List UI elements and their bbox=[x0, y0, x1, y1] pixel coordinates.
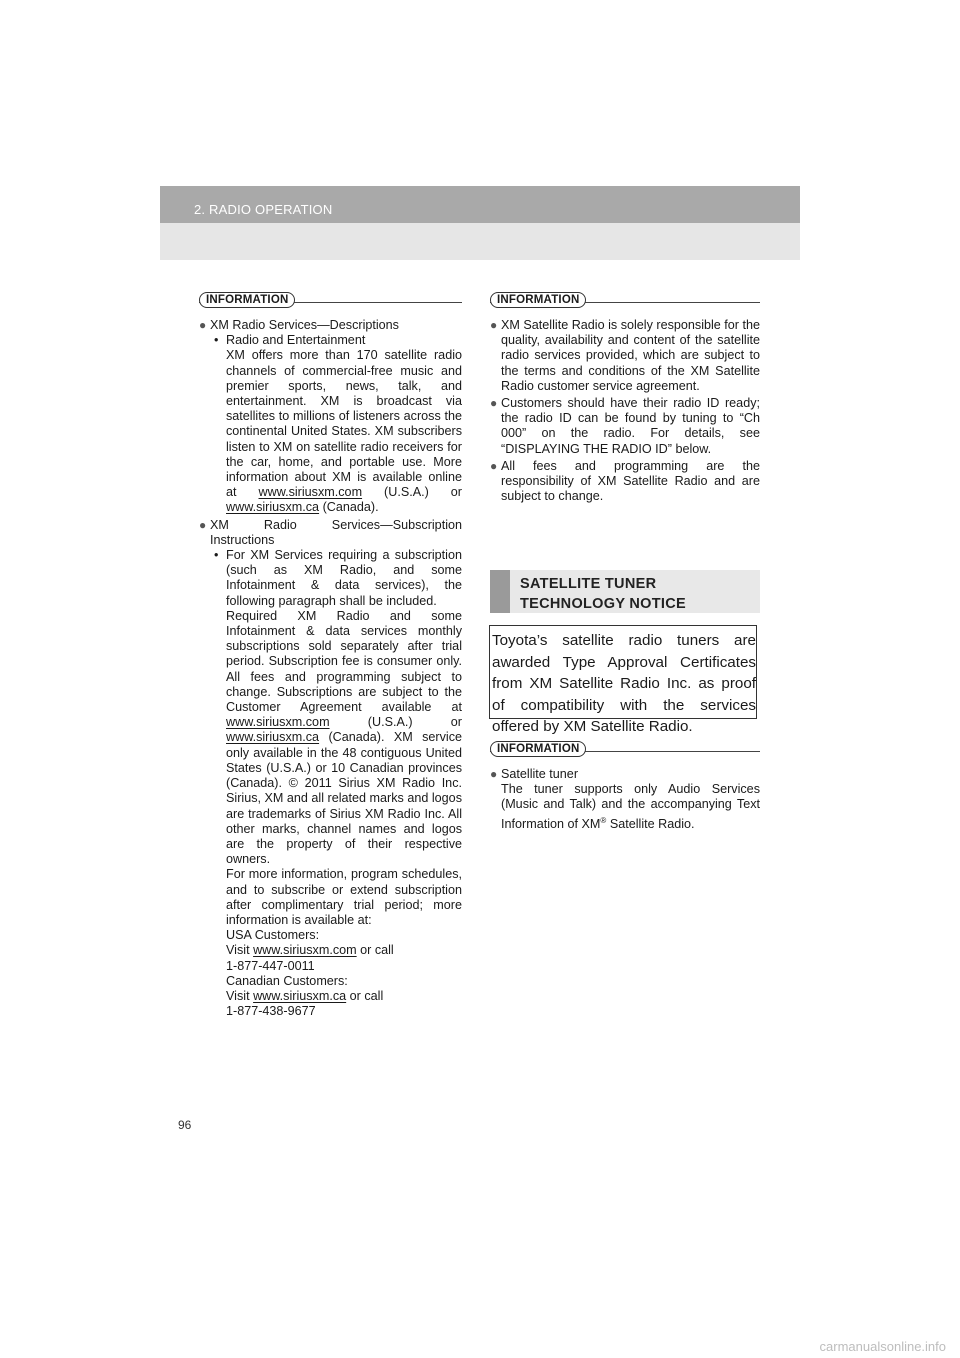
page-number: 96 bbox=[178, 1118, 192, 1132]
visit-text: Visit bbox=[226, 943, 250, 958]
right-column-lower bbox=[490, 741, 760, 832]
fees-text: All fees and programming are the responsibility of XM Satellite Radio and are subject to change. bbox=[501, 458, 760, 504]
bullet-title: XM Radio Services—Descriptions bbox=[210, 318, 399, 332]
bullet-responsibility bbox=[490, 318, 760, 394]
information-header bbox=[490, 292, 760, 316]
sub-bullet-icon: • bbox=[214, 333, 219, 348]
or-call-text: or call bbox=[349, 988, 384, 1003]
bullet-fees bbox=[490, 459, 760, 505]
bullet-radio-id bbox=[490, 396, 760, 457]
subscription-text-2: (U.S.A.) or bbox=[367, 715, 462, 730]
sub-bullet-icon: • bbox=[214, 548, 219, 563]
bullet-circle-icon: ● bbox=[490, 458, 498, 473]
section-heading-bar bbox=[490, 570, 510, 613]
notice-box bbox=[489, 625, 757, 735]
section-header-subband bbox=[160, 223, 800, 260]
right-column bbox=[490, 292, 760, 504]
canada-visit-line bbox=[226, 989, 462, 1004]
descriptions-text-1: XM offers more than 170 satellite radio channels of commercial-free music and premier sports, news, talk, and entertainment. XM is broadcast via satellites to millions of listeners across the continental United States. XM subscribers listen to XM on satellite radio receivers for the car, home, and portable use. More information about XM is available online at bbox=[226, 348, 462, 500]
link-siriusxm-ca[interactable]: www.siriusxm.ca bbox=[253, 988, 347, 1003]
bullet-circle-icon: ● bbox=[490, 767, 498, 781]
bullet-title: XM Radio Services—Subscription Instructions bbox=[210, 517, 462, 547]
bullet-circle-icon: ● bbox=[199, 318, 207, 332]
responsibility-text: XM Satellite Radio is solely responsible for the quality, availability and content of the satellite radio services provided, which are subject to the terms and conditions of the XM Satellite Radio customer service agreement. bbox=[501, 318, 760, 393]
subscription-text-3: (Canada). XM service only available in the 48 contiguous United States (U.S.A.) or 10 Canadian provinces (Canada). © 2011 Sirius XM Radio Inc. Sirius, XM and all related marks and logos are trademarks of Sirius XM Radio Inc. All other marks, channel names and logos are the property of their respective owners. bbox=[226, 730, 463, 867]
usa-customers-label: USA Customers: bbox=[226, 928, 320, 943]
canada-phone: 1-877-438-9677 bbox=[226, 1004, 316, 1019]
usa-phone: 1-877-447-0011 bbox=[226, 958, 315, 973]
link-siriusxm-ca[interactable]: www.siriusxm.ca bbox=[226, 730, 320, 745]
section-title: 2. RADIO OPERATION bbox=[194, 202, 333, 217]
link-siriusxm-ca[interactable]: www.siriusxm.ca bbox=[226, 500, 320, 515]
information-tag: INFORMATION bbox=[490, 292, 586, 308]
subscription-text bbox=[226, 609, 462, 867]
visit-text: Visit bbox=[226, 988, 250, 1003]
section-header-band bbox=[160, 186, 800, 223]
section-heading-title: SATELLITE TUNER TECHNOLOGY NOTICE bbox=[520, 576, 686, 612]
bullet-circle-icon: ● bbox=[199, 517, 207, 532]
bullet-circle-icon: ● bbox=[490, 318, 498, 332]
radio-id-text: Customers should have their radio ID ready; the radio ID can be found by tuning to “Ch 000” on the radio. For details, see “DISPLAYING THE RADIO ID” below. bbox=[501, 396, 760, 456]
canada-customers-label: Canadian Customers: bbox=[226, 973, 348, 988]
bullet-circle-icon: ● bbox=[490, 396, 498, 411]
satellite-tuner-text-1: The tuner supports only Audio Services (Music and Talk) and the accompanying Text Information of XM bbox=[501, 782, 760, 831]
information-tag: INFORMATION bbox=[199, 292, 295, 308]
descriptions-text-2: (U.S.A.) or bbox=[384, 485, 463, 500]
descriptions-text bbox=[226, 348, 462, 515]
left-column bbox=[199, 292, 462, 1019]
sub-item-title: Radio and Entertainment bbox=[226, 333, 366, 348]
usa-visit-line bbox=[226, 943, 462, 958]
information-tag: INFORMATION bbox=[490, 741, 586, 757]
subscription-intro: For XM Services requiring a subscription (such as XM Radio, and some Infotainment & data services), the following paragraph shall be included. bbox=[226, 548, 462, 608]
bullet-satellite-tuner bbox=[490, 767, 760, 832]
descriptions-text-3: (Canada). bbox=[322, 500, 379, 515]
sub-item-subscription bbox=[210, 548, 462, 1019]
notice-text: Toyota’s satellite radio tuners are awarded Type Approval Certificates from XM Satellite Radio Inc. as proof of compatibility with the services offered by XM Satellite Radio. bbox=[492, 632, 756, 735]
more-info-text: For more information, program schedules, and to subscribe or extend subscription after complimentary trial period; more information is available at: bbox=[226, 867, 462, 927]
bullet-descriptions bbox=[199, 318, 462, 516]
or-call-text: or call bbox=[360, 943, 394, 958]
information-header bbox=[199, 292, 462, 316]
registered-mark: ® bbox=[600, 815, 607, 825]
link-siriusxm-com[interactable]: www.siriusxm.com bbox=[226, 715, 330, 730]
information-header bbox=[490, 741, 760, 765]
sub-item-radio bbox=[210, 333, 462, 515]
subscription-text-1: Required XM Radio and some Infotainment & data services monthly subscriptions sold separately after trial period. Subscription fee is consumer only. All fees and programming subject to change. Subscriptions are subject to the Customer Agreement available at bbox=[226, 608, 462, 715]
satellite-tuner-title: Satellite tuner bbox=[501, 767, 579, 781]
satellite-tuner-text-2: Satellite Radio. bbox=[609, 816, 695, 831]
link-siriusxm-com[interactable]: www.siriusxm.com bbox=[258, 485, 363, 500]
watermark: carmanualsonline.info bbox=[819, 1339, 946, 1354]
bullet-subscription bbox=[199, 518, 462, 1020]
link-siriusxm-com[interactable]: www.siriusxm.com bbox=[253, 943, 357, 958]
satellite-tuner-text bbox=[501, 782, 760, 832]
section-heading-satellite-tuner bbox=[490, 570, 760, 613]
